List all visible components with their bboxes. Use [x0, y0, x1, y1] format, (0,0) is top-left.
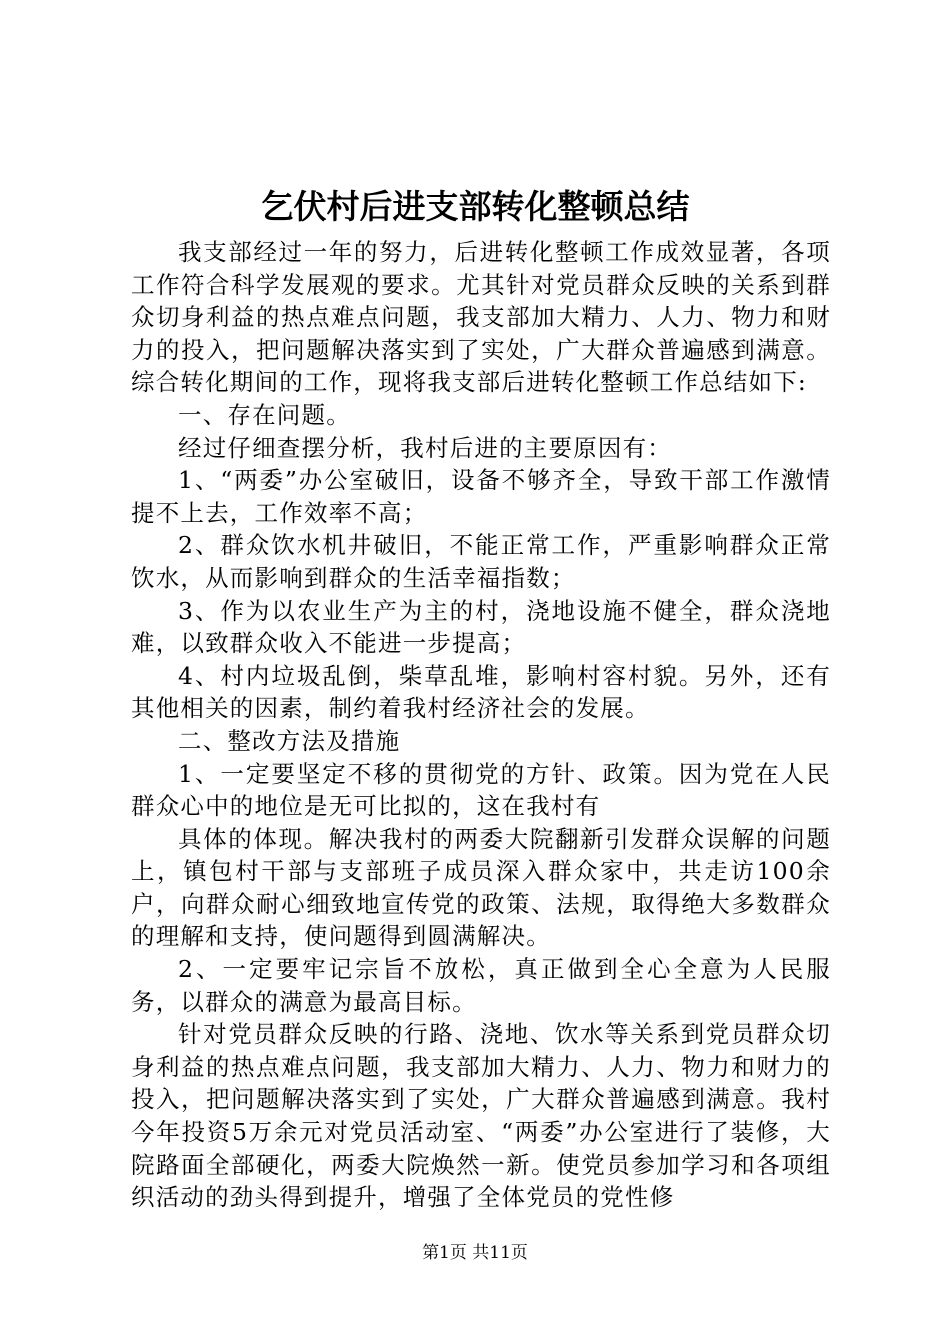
list-item-problem-3: 3、作为以农业生产为主的村，浇地设施不健全，群众浇地难，以致群众收入不能进一步提高；	[131, 596, 831, 658]
list-item-problem-4: 4、村内垃圾乱倒，柴草乱堆，影响村容村貌。另外，还有其他相关的因素，制约着我村经济社会的发展。	[131, 661, 831, 723]
paragraph-measure-2-detail: 针对党员群众反映的行路、浇地、饮水等关系到党员群众切身利益的热点难点问题，我支部加大精力、人力、物力和财力的投入，把问题解决落实到了实处，广大群众普遍感到满意。我村今年投资5万余元对党员活动室、“两委”办公室进行了装修，大院路面全部硬化，两委大院焕然一新。使党员参加学习和各项组织活动的劲头得到提升，增强了全体党员的党性修	[131, 1020, 831, 1212]
section-heading-problems: 一、存在问题。	[178, 400, 351, 429]
page-footer: 第1页 共11页	[422, 1243, 528, 1263]
paragraph-measure-1-detail: 具体的体现。解决我村的两委大院翻新引发群众误解的问题上，镇包村干部与支部班子成员深入群众家中，共走访100余户，向群众耐心细致地宣传党的政策、法规，取得绝大多数群众的理解和支持，使问题得到圆满解决。	[131, 824, 831, 951]
document-body	[131, 236, 831, 1214]
list-item-problem-2: 2、群众饮水机井破旧，不能正常工作，严重影响群众正常饮水，从而影响到群众的生活幸福指数；	[131, 531, 831, 592]
list-item-measure-2: 2、一定要牢记宗旨不放松，真正做到全心全意为人民服务，以群众的满意为最高目标。	[131, 955, 831, 1016]
list-item-problem-1: 1、“两委”办公室破旧，设备不够齐全，导致干部工作激情提不上去，工作效率不高；	[131, 466, 831, 527]
document-title: 乞伏村后进支部转化整顿总结	[260, 187, 690, 226]
section-heading-measures: 二、整改方法及措施	[178, 726, 401, 755]
list-item-measure-1: 1、一定要坚定不移的贯彻党的方针、政策。因为党在人民群众心中的地位是无可比拟的，这在我村有	[131, 759, 831, 821]
paragraph-intro: 我支部经过一年的努力，后进转化整顿工作成效显著，各项工作符合科学发展观的要求。尤其针对党员群众反映的关系到群众切身利益的热点难点问题，我支部加大精力、人力、物力和财力的投入，把问题解决落实到了实处，广大群众普遍感到满意。综合转化期间的工作，现将我支部后进转化整顿工作总结如下:	[131, 238, 831, 397]
paragraph-analysis: 经过仔细查摆分析，我村后进的主要原因有：	[178, 433, 672, 462]
